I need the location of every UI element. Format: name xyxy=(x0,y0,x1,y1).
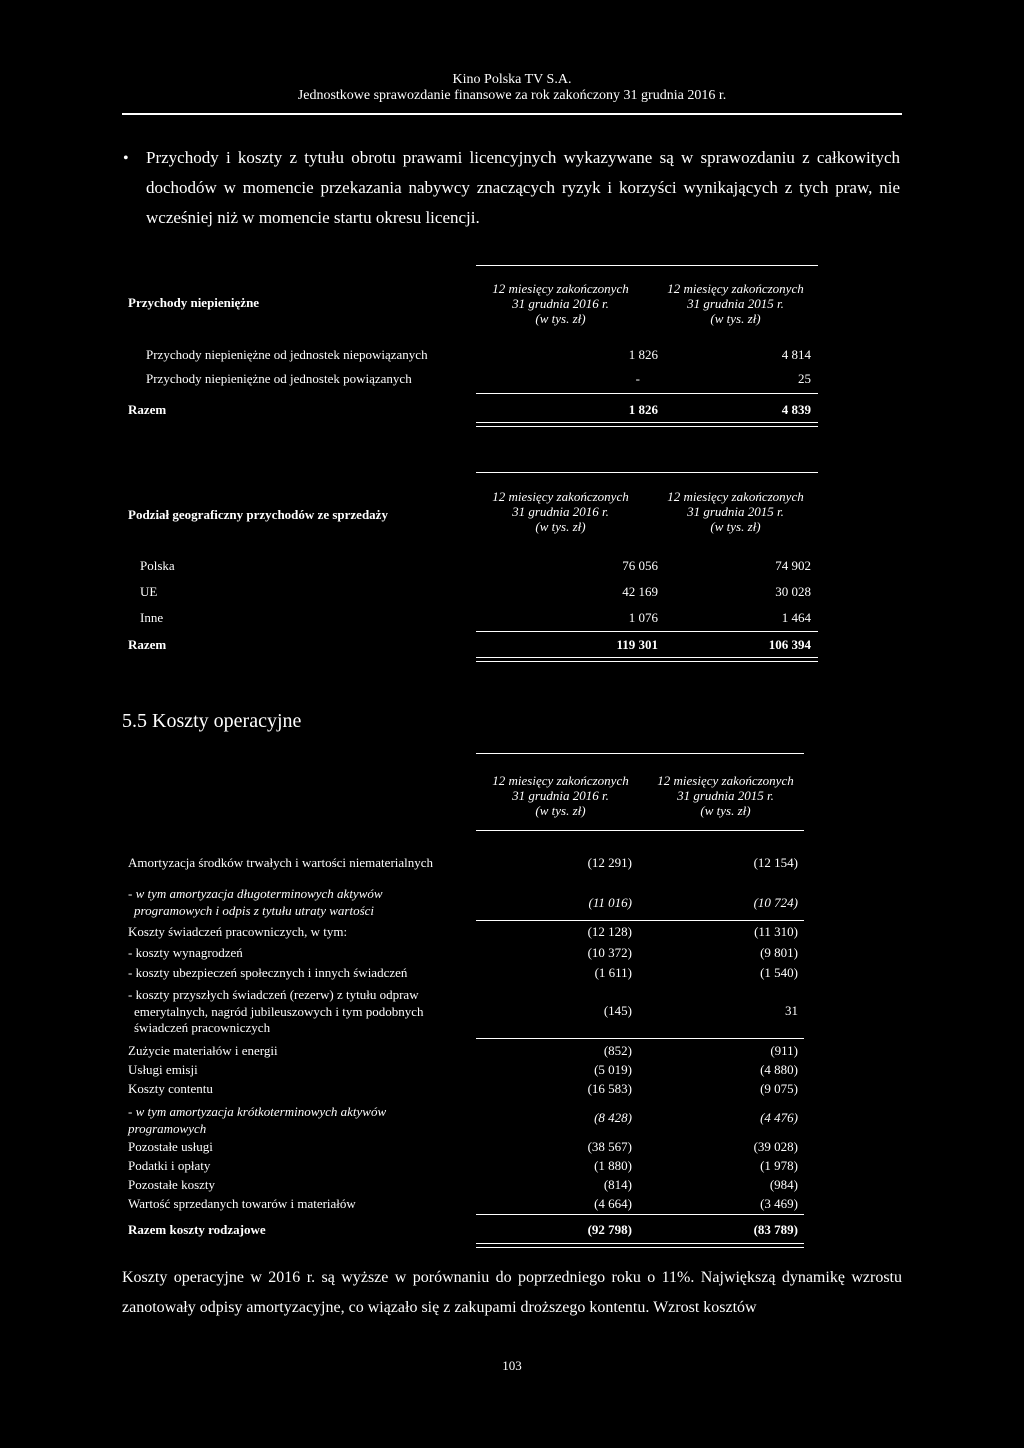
col-2016-line1: 12 miesięcy zakończonych xyxy=(492,489,629,504)
table-cell-2016: (1 880) xyxy=(594,1158,632,1173)
table-cell-2016: (4 664) xyxy=(594,1196,632,1211)
bullet-paragraph: Przychody i koszty z tytułu obrotu prawami licencyjnych wykazywane są w sprawozdaniu z całkowitych dochodów w momencie przekazania nabywcy znaczących ryzyk i korzyści wynikających z tych praw, nie wcześniej niż w momencie startu okresu licencji. xyxy=(146,148,900,227)
table-row-label: Usługi emisji xyxy=(128,1062,198,1077)
table3-top-rule xyxy=(476,753,804,754)
table-cell-2016: (10 372) xyxy=(587,945,632,960)
table-cell-2016: (38 567) xyxy=(587,1139,632,1154)
col-2016-line1: 12 miesięcy zakończonych xyxy=(492,773,629,788)
table3-total-2016: (92 798) xyxy=(587,1222,632,1237)
table-cell-2016: (8 428) xyxy=(594,1110,632,1125)
col-2016-line2: 31 grudnia 2016 r. xyxy=(512,296,609,311)
table-row-label: UE xyxy=(140,584,158,599)
table-row-label: Podatki i opłaty xyxy=(128,1158,211,1173)
table1-total-label: Razem xyxy=(128,402,167,417)
table-row-label: - koszty ubezpieczeń społecznych i innych świadczeń xyxy=(128,965,408,980)
table-row-label-cont: programowych i odpis z tytułu utraty wartości xyxy=(134,903,375,918)
table-cell-2015: 1 464 xyxy=(781,610,811,625)
table-cell-2016: 1 076 xyxy=(628,610,658,625)
table-cell-2015: 30 028 xyxy=(775,584,811,599)
col-2015-line3: (w tys. zł) xyxy=(710,311,761,326)
report-title: Jednostkowe sprawozdanie finansowe za rok zakończony 31 grudnia 2016 r. xyxy=(297,88,727,103)
table-cell-2016: (145) xyxy=(603,1003,632,1018)
table-cell-2015: (984) xyxy=(769,1177,798,1192)
col-2015-line3: (w tys. zł) xyxy=(710,519,761,534)
table1-col-2016 xyxy=(473,281,648,326)
table-cell-2016: (814) xyxy=(603,1177,632,1192)
table-cell-2016: (5 019) xyxy=(594,1062,632,1077)
table-cell-2015: (12 154) xyxy=(753,855,798,870)
table3-total-2015: (83 789) xyxy=(753,1222,798,1237)
section-title: 5.5 Koszty operacyjne xyxy=(122,710,302,732)
table-cell-2016: 76 056 xyxy=(622,558,658,573)
table3-col-2016 xyxy=(473,773,648,818)
col-2015-line1: 12 miesięcy zakończonych xyxy=(667,281,804,296)
table1-top-rule xyxy=(476,265,818,266)
table-cell-2016: - xyxy=(635,371,640,386)
table2-sum-rule xyxy=(476,631,818,632)
col-2016-line3: (w tys. zł) xyxy=(535,519,586,534)
table1-double-rule xyxy=(476,422,818,427)
table-cell-2016: (12 291) xyxy=(587,855,632,870)
table2-total-2016: 119 301 xyxy=(616,637,658,652)
bullet-icon: • xyxy=(123,150,129,167)
table-row-label: - w tym amortyzacja długoterminowych aktywów xyxy=(128,886,383,901)
table-row-label: Pozostałe koszty xyxy=(128,1177,216,1192)
table-cell-2015: (4 880) xyxy=(760,1062,798,1077)
table-cell-2016: 1 826 xyxy=(628,347,658,362)
table-row-label: - w tym amortyzacja krótkoterminowych aktywów xyxy=(128,1104,387,1119)
table-cell-2015: 74 902 xyxy=(775,558,811,573)
company-name: Kino Polska TV S.A. xyxy=(452,72,572,87)
col-2015-line2: 31 grudnia 2015 r. xyxy=(677,788,774,803)
header-divider xyxy=(122,113,902,115)
table-row-label-cont: świadczeń pracowniczych xyxy=(134,1020,271,1035)
table-row-label: Przychody niepieniężne od jednostek niepowiązanych xyxy=(146,347,428,362)
table-cell-2015: (9 075) xyxy=(760,1081,798,1096)
table-row-label-cont: emerytalnych, nagród jubileuszowych i tym podobnych xyxy=(134,1004,424,1019)
table-cell-2015: (39 028) xyxy=(753,1139,798,1154)
table-cell-2015: (911) xyxy=(770,1043,798,1058)
table-cell-2015: (10 724) xyxy=(753,895,798,910)
col-2016-line2: 31 grudnia 2016 r. xyxy=(512,788,609,803)
col-2015-line2: 31 grudnia 2015 r. xyxy=(687,296,784,311)
table-cell-2015: 31 xyxy=(785,1003,798,1018)
table-cell-2015: (3 469) xyxy=(760,1196,798,1211)
table-row-label: - koszty przyszłych świadczeń (rezerw) z tytułu odpraw xyxy=(128,987,419,1002)
table2-total-2015: 106 394 xyxy=(768,637,811,652)
table-row-label-cont: programowych xyxy=(128,1121,207,1136)
footer-paragraph: Koszty operacyjne w 2016 r. są wyższe w porównaniu do poprzedniego roku o 11%. Największą dynamikę wzrostu zanotowały odpisy amortyzacyjne, co wiązało się z zakupami droższego kontentu. Wzrost kosztów xyxy=(122,1269,902,1316)
table-cell-2015: (9 801) xyxy=(760,945,798,960)
table-cell-2016: (12 128) xyxy=(587,924,632,939)
table-row-label: Polska xyxy=(140,558,175,573)
col-2015-line3: (w tys. zł) xyxy=(700,803,751,818)
table3-sum-rule xyxy=(476,1214,804,1215)
table-cell-2015: (1 978) xyxy=(760,1158,798,1173)
col-2016-line1: 12 miesięcy zakończonych xyxy=(492,281,629,296)
table2-double-rule xyxy=(476,657,818,662)
table-cell-2015: 25 xyxy=(798,371,811,386)
table-cell-2015: (1 540) xyxy=(760,965,798,980)
table-row-label: Koszty contentu xyxy=(128,1081,213,1096)
col-2015-line1: 12 miesięcy zakończonych xyxy=(667,489,804,504)
table3-total-label: Razem koszty rodzajowe xyxy=(128,1222,266,1237)
table3-col-2015 xyxy=(638,773,813,818)
table-row-label: Pozostałe usługi xyxy=(128,1139,213,1154)
col-2016-line3: (w tys. zł) xyxy=(535,311,586,326)
table2-title: Podział geograficzny przychodów ze sprzedaży xyxy=(128,507,388,522)
table-cell-2015: 4 814 xyxy=(781,347,811,362)
table-row-label: Przychody niepieniężne od jednostek powiązanych xyxy=(146,371,412,386)
table1-total-2015: 4 839 xyxy=(781,402,811,417)
table2-total-label: Razem xyxy=(128,637,167,652)
col-2015-line1: 12 miesięcy zakończonych xyxy=(657,773,794,788)
table-row-label: Inne xyxy=(140,610,164,625)
table-cell-2016: (852) xyxy=(603,1043,632,1058)
table-cell-2015: (11 310) xyxy=(754,924,798,939)
table3-header-rule xyxy=(476,830,804,831)
table-row-label: Amortyzacja środków trwałych i wartości niematerialnych xyxy=(128,855,434,870)
page-number: 103 xyxy=(502,1358,522,1373)
table-cell-2016: 42 169 xyxy=(622,584,658,599)
table3-subtotal-rule xyxy=(476,920,804,921)
table3-subtotal-rule xyxy=(476,1038,804,1039)
table-row-label: - koszty wynagrodzeń xyxy=(128,945,243,960)
table3-double-rule xyxy=(476,1243,804,1248)
table2-col-2016 xyxy=(473,489,648,534)
col-2015-line2: 31 grudnia 2015 r. xyxy=(687,504,784,519)
col-2016-line2: 31 grudnia 2016 r. xyxy=(512,504,609,519)
table1-col-2015 xyxy=(648,281,823,326)
table-row-label: Wartość sprzedanych towarów i materiałów xyxy=(128,1196,356,1211)
table-cell-2016: (11 016) xyxy=(588,895,632,910)
table2-col-2015 xyxy=(648,489,823,534)
table-cell-2015: (4 476) xyxy=(760,1110,798,1125)
table-cell-2016: (16 583) xyxy=(587,1081,632,1096)
table-row-label: Koszty świadczeń pracowniczych, w tym: xyxy=(128,924,348,939)
table1-title: Przychody niepieniężne xyxy=(128,295,260,310)
col-2016-line3: (w tys. zł) xyxy=(535,803,586,818)
table-cell-2016: (1 611) xyxy=(594,965,632,980)
table2-top-rule xyxy=(476,472,818,473)
table1-total-2016: 1 826 xyxy=(628,402,658,417)
table1-sum-rule xyxy=(476,393,818,394)
table-row-label: Zużycie materiałów i energii xyxy=(128,1043,278,1058)
